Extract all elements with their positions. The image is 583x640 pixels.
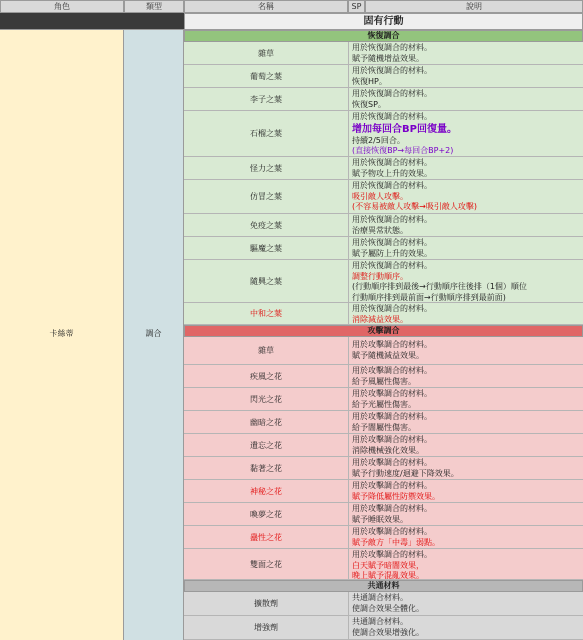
item-desc: 用於攻擊調合的材料。 賦予隨機減益效果。 [352,340,432,360]
section-title: 固有行動 [184,13,583,30]
item-desc: 共通調合材料。 使調合效果增強化。 [352,617,424,637]
table-row [184,592,583,616]
blank-dark-bar [0,13,184,30]
item-name: 蠱性之花 [184,526,349,548]
item-name: 喚夢之花 [184,503,349,525]
item-name: 疾風之花 [184,365,349,387]
table-row [184,214,583,237]
item-desc: 用於攻擊調合的材料。 給予風屬性傷害。 [352,366,432,386]
item-name: 李子之葉 [184,88,349,110]
item-desc: 用於攻擊調合的材料。 賦予行動速度/迴避下降效果。 [352,458,459,478]
group-title-attack: 攻擊調合 [184,325,583,337]
item-name: 擴散劑 [184,592,349,615]
item-name: 增強劑 [184,616,349,639]
header-sp: SP [348,0,365,13]
item-desc: 用於恢復調合的材料。 賦予物攻上升的效果。 [352,158,432,178]
type-name: 調合 [145,329,162,338]
role-name: 卡絲蒂 [49,329,74,338]
item-name: 仿冒之葉 [184,180,349,213]
table-row [184,526,583,549]
item-name: 閃光之花 [184,388,349,410]
item-name: 雜草 [184,337,349,364]
item-name: 怪力之葉 [184,157,349,179]
table-row [184,260,583,303]
table-row [184,111,583,157]
table-row [184,549,583,580]
item-name: 免疫之葉 [184,214,349,236]
item-name: 石榴之葉 [184,111,349,156]
item-desc: 用於恢復調合的材料。 治療異常狀態。 [352,215,432,235]
item-desc: 用於攻擊調合的材料。 白天賦予暗闇效果， 晚上賦予混亂效果。 [352,550,432,580]
item-desc: 用於恢復調合的材料。 吸引敵人攻擊。 (不容易被敵人攻擊→吸引敵人攻擊) [352,181,477,211]
table-row [184,157,583,180]
item-name: 遺忘之花 [184,434,349,456]
table-row [184,503,583,526]
table-row [184,303,583,325]
table-row [184,434,583,457]
item-desc: 用於攻擊調合的材料。 賦予降低屬性防禦效果。 [352,481,440,501]
item-name: 葡萄之葉 [184,65,349,87]
table-row [184,237,583,260]
item-name: 雜草 [184,42,349,64]
item-desc: 共通調合材料。 使調合效果全體化。 [352,593,424,613]
item-desc: 用於攻擊調合的材料。 給予光屬性傷害。 [352,389,432,409]
item-name: 驅魔之葉 [184,237,349,259]
header-desc: 說明 [365,0,583,13]
table-row [184,616,583,640]
table-row [184,42,583,65]
table-row [184,388,583,411]
type-column [124,30,184,640]
table-row [184,411,583,434]
item-desc: 用於恢復調合的材料。 恢復SP。 [352,89,432,109]
item-name: 神秘之花 [184,480,349,502]
table-row [184,88,583,111]
group-title-common: 共通材料 [184,580,583,592]
header-type: 類型 [124,0,184,13]
item-desc: 用於攻擊調合的材料。 消除機械強化效果。 [352,435,432,455]
role-column [0,30,124,640]
item-desc: 用於恢復調合的材料。 消除減益效果。 [352,304,432,324]
item-desc: 用於攻擊調合的材料。 賦予睡眠效果。 [352,504,432,524]
item-name: 幽暗之花 [184,411,349,433]
item-desc: 用於恢復調合的材料。 恢復HP。 [352,66,432,86]
table-row [184,365,583,388]
header-role: 角色 [0,0,124,13]
table-row [184,180,583,214]
item-desc: 用於攻擊調合的材料。 給予闇屬性傷害。 [352,412,432,432]
item-desc: 用於攻擊調合的材料。 賦予敵方「中毒」弱點。 [352,527,440,547]
item-name: 雙面之花 [184,549,349,579]
item-name: 隨興之葉 [184,260,349,302]
table-row [184,337,583,365]
group-title-heal: 恢復調合 [184,30,583,42]
item-desc: 用於恢復調合的材料。 調整行動順序。 (行動順序排到最後→行動順序往後排（1個）順位 行動順序排到最前面→行動順序排到最前面) [352,261,527,302]
table-row [184,65,583,88]
item-name: 黏著之花 [184,457,349,479]
item-name: 中和之葉 [184,303,349,324]
header-name: 名稱 [184,0,348,13]
item-desc: 用於恢復調合的材料。 賦予屬防上升的效果。 [352,238,432,258]
table-row [184,457,583,480]
item-desc: 用於恢復調合的材料。 增加每回合BP回復量。 持續2/5回合。 (直接恢復BP→每回合BP+2) [352,112,457,155]
item-desc: 用於恢復調合的材料。 賦予隨機增益效果。 [352,43,432,63]
table-row [184,480,583,503]
